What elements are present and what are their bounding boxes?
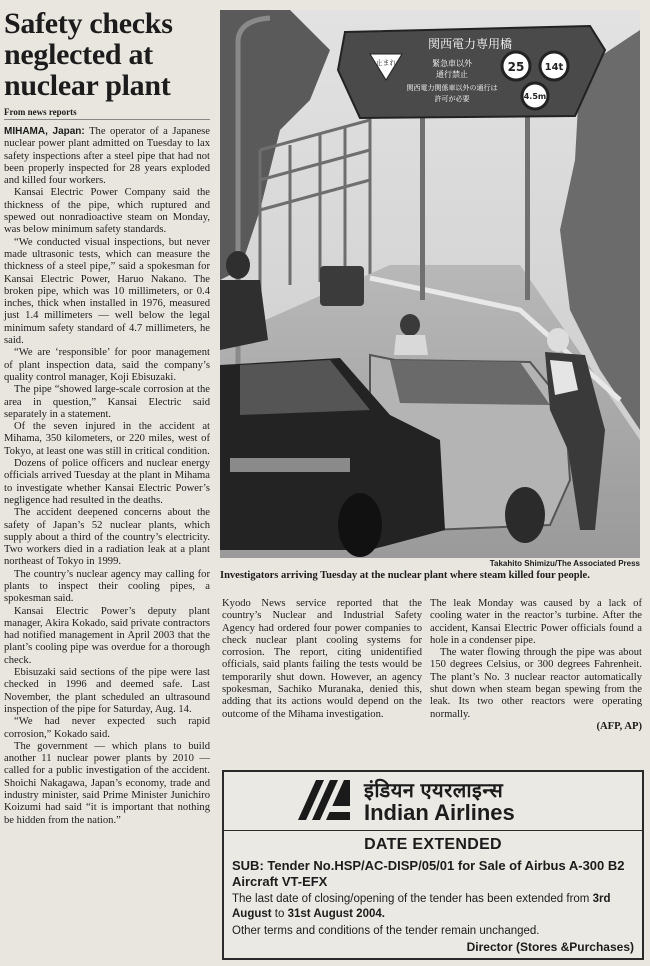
svg-text:25: 25	[507, 60, 525, 74]
article-paragraph: The accident deepened concerns about the safety of Japan’s 52 nuclear plants, which supply about a third of the country’s electricity. Two workers died in a radiation leak at a plant northeast of Tokyo in 1999.	[4, 507, 210, 568]
news-photo	[220, 10, 640, 558]
ad-title: DATE EXTENDED	[364, 836, 502, 853]
article-paragraph: MIHAMA, Japan: The operator of a Japanese nuclear power plant admitted on Tuesday to lax safety inspections after a steel pipe that had not been properly inspected for 28 years exploded and killed four workers.	[4, 126, 210, 187]
photo-sign-pole	[420, 100, 425, 300]
article-column-continued	[430, 598, 642, 733]
article-paragraph: Kansai Electric Power’s deputy plant manager, Akira Kokado, said private contractors had notified management in April 2003 that the plant’s cooling pipe was overdue for a thorough check.	[4, 605, 210, 666]
ad-date-to: 31st August 2004.	[287, 908, 385, 920]
article-column-continued	[222, 598, 422, 721]
article-paragraph: Ebisuzaki said sections of the pipe were last checked in 1996 and deemed safe. Last November, the plant scheduled an ultrasound inspection of the pipe for Saturday, Aug. 14.	[4, 667, 210, 715]
article-paragraph: Dozens of police officers and nuclear energy officials arrived Tuesday at the plant in Mihama to investigate whether Kansai Electric Power’s negligence had resulted in the deaths.	[4, 458, 210, 506]
svg-text:許可が必要: 許可が必要	[434, 95, 470, 103]
article-paragraph: The country’s nuclear agency may calling for plants to inspect their cooling pipes, a spokesman said.	[4, 568, 210, 605]
ad-subject: SUB: Tender No.HSP/AC-DISP/05/01 for Sale of Airbus A-300 B2 Aircraft VT-EFX	[232, 858, 625, 889]
article-paragraph: Kansai Electric Power Company said the thickness of the pipe, which ruptured and spewed out nonradioactive steam on Monday, was below minimum safety standards.	[4, 187, 210, 236]
article-dateline: MIHAMA, Japan:	[4, 126, 85, 137]
ad-brand-name: Indian Airlines	[364, 800, 515, 825]
article-paragraph: The leak Monday was caused by a lack of cooling water in the reactor’s turbine. After the accident, Kansai Electric Power officials found a hole in a condenser pipe.	[430, 598, 642, 646]
svg-text:通行禁止: 通行禁止	[436, 70, 468, 79]
ad-brand-hindi: इंडियन एयरलाइन्स	[364, 780, 504, 802]
article-paragraph: The water flowing through the pipe was about 150 degrees Celsius, or 300 degrees Fahrenheit. The plant’s No. 3 nuclear reactor automatically shut down when steam began spewing from the leak. Its two other reactors were operating normally.	[430, 647, 642, 720]
photo-credit: Takahito Shimizu/The Associated Press	[489, 559, 640, 568]
photo-sign-pole	[525, 100, 530, 300]
svg-text:関西電力専用橋: 関西電力専用橋	[427, 37, 513, 51]
article-paragraph: The pipe “showed large-scale corrosion at the area in question,” Kansai Electric said separately in a statement.	[4, 384, 210, 420]
article-paragraph: “We are ‘responsible’ for poor management of plant inspection data, said the company’s quality control manager, Koji Ebisuzaki.	[4, 347, 210, 383]
svg-text:14t: 14t	[544, 62, 564, 73]
article-paragraph: “We conducted visual inspections, but never made ultrasonic tests, which can measure the thickness of a steel pipe,” said a spokesman for Kansai Electric Power, Haruo Nakano. The broken pipe, which was 10 millimeters, or 0.4 inches, thick when installed in 1976, measured just 1.4 millimeters — well below the legal minimum safety standard of 4.7 millimeters, he said.	[4, 236, 210, 347]
article-paragraph: The government — which plans to build another 11 nuclear power plants by 2010 — called for a public investigation of the accident. Shoichi Nakagawa, Japan’s economy, trade and industry minister, said Prime Minister Junichiro Koizumi had said “it is important that nothing be hidden from the nation.”	[4, 740, 210, 826]
ad-date-from: 3rd August	[232, 893, 611, 920]
photo-illustration	[220, 10, 640, 558]
photo-caption: Investigators arriving Tuesday at the nuclear plant where steam killed four people.	[220, 570, 590, 581]
svg-text:関西電力関係車以外の通行は: 関西電力関係車以外の通行は	[406, 84, 498, 92]
svg-text:緊急車以外: 緊急車以外	[432, 59, 472, 68]
photo-distant-car	[320, 266, 364, 306]
article-body	[4, 126, 210, 827]
photo-road-sign	[338, 26, 605, 118]
airline-logo-icon	[298, 780, 356, 820]
article-paragraph: Kyodo News service reported that the country’s Nuclear and Industrial Safety Agency had ordered four power companies to check nuclear plant cooling systems for corrosion. The report, citing unidentified officials, said plants failing the tests would be temporarily shut down. However, an agency spokesman, Sachiko Muranaka, denied this, adding that its actions would depend on the outcome of the Mihama investigation.	[222, 598, 422, 720]
svg-text:止まれ: 止まれ	[375, 59, 397, 67]
ad-header	[224, 772, 642, 831]
svg-text:4.5m: 4.5m	[523, 92, 547, 101]
article-headline: Safety checks neglected at nuclear plant	[4, 7, 173, 102]
ad-notice-terms: Other terms and conditions of the tender remain unchanged.	[232, 925, 540, 937]
ad-notice: The last date of closing/opening of the tender has been extended from 3rd August to 31st August 2004.	[232, 893, 611, 920]
article-signoff: (AFP, AP)	[596, 720, 642, 732]
article-column	[4, 8, 210, 827]
article-paragraph: Of the seven injured in the accident at Mihama, 350 kilometers, or 220 miles, west of Tokyo, at least one was still in critical condition.	[4, 421, 210, 457]
article-byline: From news reports	[4, 107, 210, 120]
ad-signature: Director (Stores &Purchases)	[466, 940, 634, 954]
article-paragraph: “We had never expected such rapid corrosion,” Kokado said.	[4, 716, 210, 740]
indian-airlines-ad	[222, 770, 644, 960]
